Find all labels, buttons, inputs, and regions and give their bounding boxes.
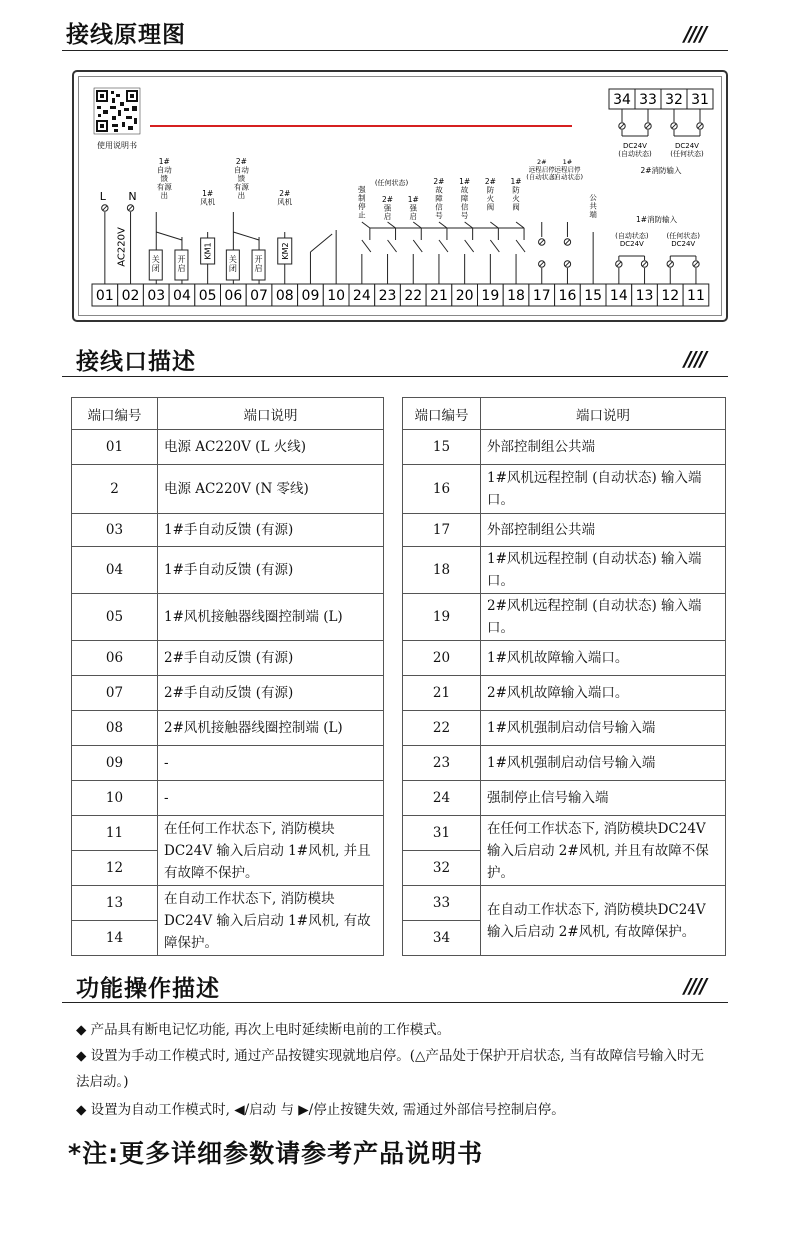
section-rule (62, 50, 728, 51)
port-description: 2#手自动反馈 (有源) (158, 676, 384, 711)
table-row (403, 641, 726, 676)
port-description: - (158, 746, 384, 781)
port-description: 1#风机接触器线圈控制端 (L) (158, 594, 384, 641)
table-row (72, 886, 384, 921)
port-description: 在任何工作状态下, 消防模块DC24V 输入后启动 1#风机, 并且有故障不保护。 (158, 816, 384, 886)
port-number: 13 (72, 886, 158, 921)
function-item: ◆ 产品具有断电记忆功能, 再次上电时延续断电前的工作模式。 (76, 1022, 451, 1038)
port-number: 03 (72, 514, 158, 547)
terminal-label: 20 (455, 288, 474, 304)
terminal-label: 07 (250, 288, 268, 304)
diagram-line (516, 240, 525, 252)
port-description: 1#风机远程控制 (自动状态) 输入端口。 (481, 465, 726, 514)
table-header: 端口说明 (481, 398, 726, 430)
diagram-line (362, 240, 371, 252)
port-number: 08 (72, 711, 158, 746)
port-number: 16 (403, 465, 481, 514)
function-item: ◆ 设置为手动工作模式时, 通过产品按键实现就地启停。(△产品处于保护开启状态, 当有故障信号输入时无法启动。) (76, 1048, 704, 1090)
port-number: 11 (72, 816, 158, 851)
diagram-label: 开启 (177, 255, 186, 273)
qr-caption: 使用说明书 (97, 141, 137, 150)
port-description: 电源 AC220V (N 零线) (158, 465, 384, 514)
diagram-label: 2#风机 (277, 189, 293, 207)
port-description: 强制停止信号输入端 (481, 781, 726, 816)
terminal-label: 34 (613, 92, 631, 108)
port-number: 19 (403, 594, 481, 641)
function-item: ◆ 设置为自动工作模式时, ◀/启动 与 ▶/停止按键失效, 需通过外部信号控制启停。 (76, 1102, 565, 1118)
port-table-right (402, 397, 726, 956)
diagram-label: 公共端 (589, 193, 597, 219)
port-number: 04 (72, 547, 158, 594)
terminal-label: 33 (639, 92, 657, 108)
table-header: 端口编号 (72, 398, 158, 430)
diagram-label: (任何状态) (374, 179, 409, 187)
port-description: 1#手自动反馈 (有源) (158, 547, 384, 594)
port-number: 14 (72, 921, 158, 956)
table-header: 端口说明 (158, 398, 384, 430)
port-number: 24 (403, 781, 481, 816)
diagram-label: 2#防火阀 (484, 177, 496, 212)
diagram-label: 强制停止 (358, 185, 366, 220)
diagram-label: 关闭 (151, 255, 160, 273)
port-number: 32 (403, 851, 481, 886)
terminal-label: 22 (404, 288, 423, 304)
section-title-wiring: 接线原理图 (66, 22, 186, 48)
port-number: 2 (72, 465, 158, 514)
diagram-label: 2#故障信号 (433, 177, 445, 220)
port-number: 23 (403, 746, 481, 781)
wiring-diagram (74, 72, 726, 320)
diagram-line (362, 222, 370, 228)
diagram-line (310, 234, 332, 252)
table-row (403, 886, 726, 921)
table-row (72, 547, 384, 594)
diagram-line (490, 222, 498, 228)
port-number: 15 (403, 430, 481, 465)
table-header: 端口编号 (403, 398, 481, 430)
decor-slashes-3: //// (684, 974, 706, 998)
terminal-label: 31 (691, 92, 709, 108)
table-row (72, 816, 384, 851)
diagram-label: 1#风机 (200, 189, 216, 207)
diagram-label: 关闭 (228, 255, 237, 273)
diagram-line (465, 240, 474, 252)
diagram-label: (自动状态) DC24V (615, 232, 649, 248)
diagram-line (490, 240, 499, 252)
port-description: 2#手自动反馈 (有源) (158, 641, 384, 676)
terminal-label: 02 (121, 288, 140, 304)
terminal-label: 10 (327, 288, 346, 304)
terminal-label: 19 (481, 288, 500, 304)
terminal-label: 05 (198, 288, 217, 304)
diagram-line (413, 222, 421, 228)
table-row (403, 676, 726, 711)
port-number: 10 (72, 781, 158, 816)
port-table-left (71, 397, 384, 956)
diagram-label: 1#远程启停(自动状态) (551, 158, 583, 181)
contactor-label: KM2 (280, 242, 290, 260)
port-description: 外部控制组公共端 (481, 514, 726, 547)
diagram-label: (任何状态) DC24V (666, 232, 700, 248)
diagram-label: 1#自动馈有源出 (156, 157, 172, 200)
table-row (403, 465, 726, 514)
diagram-label: 2#自动馈有源出 (233, 157, 249, 200)
port-number: 18 (403, 547, 481, 594)
port-description: - (158, 781, 384, 816)
terminal-label: 17 (532, 288, 551, 304)
diagram-label: N (128, 190, 137, 203)
section-rule-2 (62, 376, 728, 377)
terminal-label: 13 (635, 288, 654, 304)
table-row (403, 711, 726, 746)
table-row (72, 465, 384, 514)
table-row (403, 746, 726, 781)
diagram-line (465, 222, 473, 228)
qr-code-icon (94, 88, 140, 134)
diagram-label: 2#强启 (382, 195, 394, 221)
port-description: 1#风机远程控制 (自动状态) 输入端口。 (481, 547, 726, 594)
diagram-label: 1#强启 (407, 195, 419, 221)
terminal-label: 14 (609, 288, 628, 304)
diagram-line (439, 222, 447, 228)
diagram-line (516, 222, 524, 228)
port-description: 1#风机故障输入端口。 (481, 641, 726, 676)
port-description: 2#风机远程控制 (自动状态) 输入端口。 (481, 594, 726, 641)
port-description: 电源 AC220V (L 火线) (158, 430, 384, 465)
contactor-label: KM1 (203, 242, 213, 260)
table-row (72, 676, 384, 711)
port-description: 2#风机故障输入端口。 (481, 676, 726, 711)
port-description: 在自动工作状态下, 消防模块DC24V 输入后启动 1#风机, 有故障保护。 (158, 886, 384, 956)
port-description: 1#手自动反馈 (有源) (158, 514, 384, 547)
footer-note: *注:更多详细参数请参考产品说明书 (68, 1139, 484, 1168)
terminal-label: 21 (430, 288, 448, 304)
table-row (403, 547, 726, 594)
port-number: 01 (72, 430, 158, 465)
table-row (403, 594, 726, 641)
diagram-line (439, 240, 448, 252)
diagram-line (388, 240, 397, 252)
section-title-function: 功能操作描述 (76, 976, 220, 1002)
port-number: 22 (403, 711, 481, 746)
terminal-label: 18 (507, 288, 525, 304)
port-number: 12 (72, 851, 158, 886)
diagram-label: 1#故障信号 (459, 177, 471, 220)
terminal-label: 15 (584, 288, 603, 304)
terminal-label: 08 (275, 288, 294, 304)
port-number: 33 (403, 886, 481, 921)
terminal-label: 09 (301, 288, 320, 304)
diagram-label: L (99, 190, 106, 203)
diagram-line (413, 240, 422, 252)
terminal-label: 16 (558, 288, 577, 304)
table-row (72, 641, 384, 676)
diagram-line (233, 232, 259, 240)
table-row (403, 514, 726, 547)
section-rule-3 (62, 1002, 728, 1003)
diagram-label: 1#防火阀 (510, 177, 522, 212)
table-row (403, 430, 726, 465)
port-description: 在任何工作状态下, 消防模块DC24V 输入后启动 2#风机, 并且有故障不保护。 (481, 816, 726, 886)
port-number: 09 (72, 746, 158, 781)
wiring-diagram-panel (72, 70, 728, 322)
decor-slashes-2: //// (684, 347, 706, 371)
port-number: 06 (72, 641, 158, 676)
decor-slashes: //// (684, 22, 706, 46)
diagram-label: 2#远程启停(自动状态) (526, 158, 558, 181)
terminal-label: 03 (147, 288, 166, 304)
port-number: 21 (403, 676, 481, 711)
terminal-label: 01 (95, 288, 114, 304)
table-row (403, 781, 726, 816)
table-row (72, 594, 384, 641)
terminal-label: 06 (224, 288, 243, 304)
diagram-label: DC24V (自动状态) (618, 142, 652, 158)
table-row (72, 746, 384, 781)
section-title-ports: 接线口描述 (76, 349, 196, 375)
diagram-label: 2#消防输入 (640, 166, 682, 175)
table-row (72, 711, 384, 746)
table-row (72, 514, 384, 547)
port-number: 34 (403, 921, 481, 956)
terminal-label: 24 (352, 288, 371, 304)
port-description: 在自动工作状态下, 消防模块DC24V 输入后启动 2#风机, 有故障保护。 (481, 886, 726, 956)
port-number: 17 (403, 514, 481, 547)
diagram-line (388, 222, 396, 228)
port-description: 1#风机强制启动信号输入端 (481, 746, 726, 781)
port-number: 05 (72, 594, 158, 641)
port-description: 2#风机接触器线圈控制端 (L) (158, 711, 384, 746)
table-row (72, 781, 384, 816)
diagram-label: AC220V (116, 227, 128, 267)
port-number: 20 (403, 641, 481, 676)
terminal-label: 12 (661, 288, 680, 304)
terminal-label: 23 (378, 288, 397, 304)
table-row (403, 816, 726, 851)
terminal-label: 11 (687, 288, 705, 304)
diagram-line (156, 232, 182, 240)
port-description: 外部控制组公共端 (481, 430, 726, 465)
port-number: 31 (403, 816, 481, 851)
terminal-label: 32 (665, 92, 683, 108)
port-description: 1#风机强制启动信号输入端 (481, 711, 726, 746)
diagram-label: 1#消防输入 (636, 215, 678, 224)
port-number: 07 (72, 676, 158, 711)
diagram-label: 开启 (254, 255, 263, 273)
diagram-label: DC24V (任何状态) (670, 142, 704, 158)
table-row (72, 430, 384, 465)
terminal-label: 04 (173, 288, 191, 304)
